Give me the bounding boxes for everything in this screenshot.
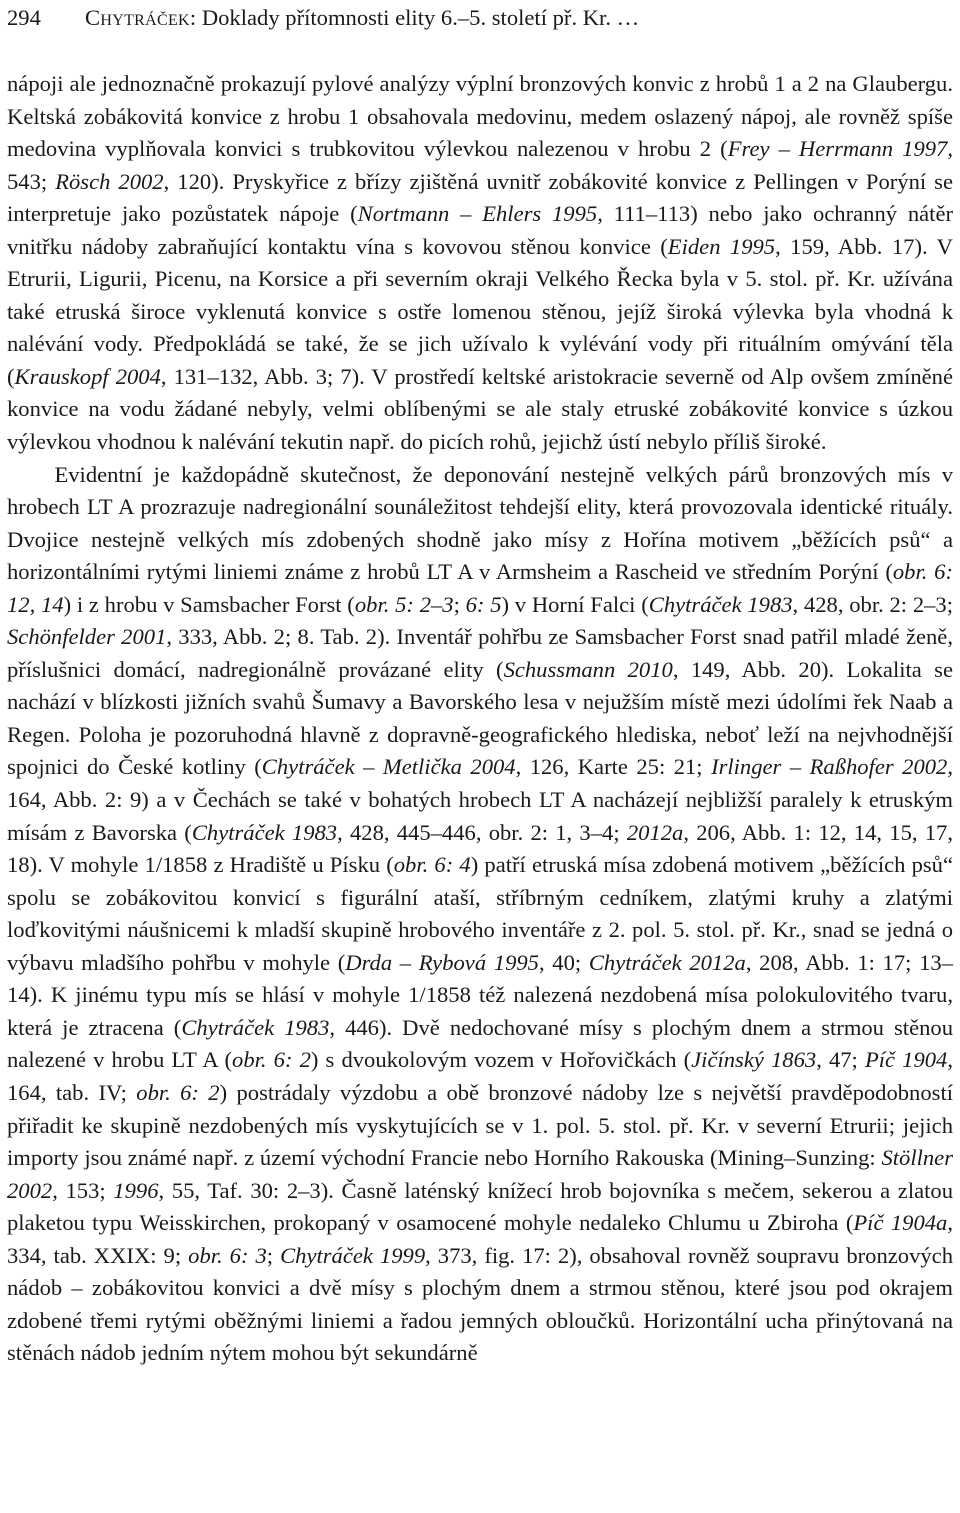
citation-text: Chytráček 1983 bbox=[181, 1014, 330, 1040]
body-text-run: ) postrádaly výzdobu a obě bronzové nádoby lze s největší pravděpodobností přiřadit ke skupině nezdobených mís vyskytujících se v 1. pol. 5. stol. př. Kr. v severní Etrurii; jejich importy jsou známé např. z území východní Francie nebo Horního Rakouska (Mining–Sunzing: bbox=[7, 1079, 953, 1171]
running-head-author: Chytráček bbox=[85, 5, 190, 30]
body-text-run: , 55, Taf. 30: 2–3). Časně laténský knížecí hrob bojovníka s mečem, sekerou a zlatou plaketou typu Weisskirchen, prokopaný v osamocené mohyle nedaleko Chlumu u Zbiroha ( bbox=[7, 1177, 953, 1236]
body-text-run: , 446). Dvě nedochované mísy s plochým dnem a strmou stěnou nalezené v hrobu LT A ( bbox=[7, 1014, 953, 1073]
citation-text: Píč 1904a bbox=[853, 1210, 948, 1236]
citation-text: Chytráček 1999 bbox=[280, 1242, 426, 1268]
body-text-run: , 153; bbox=[52, 1177, 114, 1203]
body-text bbox=[7, 68, 953, 1370]
citation-text: Eiden 1995 bbox=[667, 233, 776, 259]
citation-text: Chytráček 1983 bbox=[648, 591, 793, 617]
body-text-run: ) i z hrobu v Samsbacher Forst ( bbox=[63, 591, 355, 617]
body-text-run: , 428, obr. 2: 2–3; bbox=[792, 591, 954, 617]
citation-text: Rösch 2002 bbox=[55, 168, 164, 194]
body-text-run: , 131–132, Abb. 3; 7). V prostředí keltské aristokracie severně od Alp ovšem zmíněné konvice na vodu žádané nebyly, velmi oblíbenými se ale staly etruské zobákovité konvice s úzkou výlevkou vhodnou k nalévání tekutin např. do picích rohů, jejichž ústí nebylo příliš široké. bbox=[7, 363, 953, 455]
citation-text: Frey – Herrmann 1997 bbox=[727, 136, 948, 162]
body-text-run: , 120). Pryskyřice z břízy zjištěná uvnitř zobákovité konvice z Pellingen v Porýní se interpretuje jako pozůstatek nápoje ( bbox=[7, 168, 953, 227]
citation-text: Píč 1904 bbox=[864, 1047, 948, 1073]
citation-text: Jičínský 1863 bbox=[691, 1047, 817, 1073]
body-text-run: ) v Horní Falci ( bbox=[501, 591, 649, 617]
citation-text: obr. 6: 4 bbox=[393, 852, 471, 878]
body-text-run: , 333, Abb. 2; 8. Tab. 2). Inventář pohřbu ze Samsbacher Forst snad patřil mladé ženě, příslušnici domácí, nadregionálně provázané elity ( bbox=[7, 624, 953, 682]
citation-text: obr. 5: 2–3 bbox=[354, 591, 454, 617]
running-head-title bbox=[85, 2, 639, 35]
citation-text: Nortmann – Ehlers 1995 bbox=[357, 201, 598, 227]
running-header bbox=[7, 2, 953, 36]
citation-text: Chytráček 1983 bbox=[191, 819, 338, 845]
citation-text: obr. 6: 3 bbox=[188, 1242, 267, 1268]
body-text-run: , 164, tab. IV; bbox=[7, 1047, 954, 1105]
citation-text: Stöllner 2002 bbox=[7, 1145, 953, 1203]
body-text-run: ) patří etruská mísa zdobená motivem „běžících psů“ spolu se zobákovitou konvicí s figurální ataší, stříbrným cedníkem, zlatými kruhy a zlatými loďkovitými náušnicemi k mladší skupině hrobového inventáře z 2. pol. 5. stol. př. Kr., snad se jedná o výbavu mladšího pohřbu v mohyle ( bbox=[7, 852, 954, 975]
citation-text: Krauskopf 2004 bbox=[14, 363, 161, 389]
body-text-run: ; bbox=[266, 1242, 281, 1268]
body-text-run: , 111–113) nebo jako ochranný nátěr vnitřku nádoby zabraňující kontaktu vína s kovovou stěnou konvice ( bbox=[7, 201, 954, 259]
running-head-subtitle: : Doklady přítomnosti elity 6.–5. století př. Kr. … bbox=[189, 5, 640, 30]
body-text-run: , 543; bbox=[7, 136, 953, 194]
citation-text: Chytráček 2012a bbox=[588, 949, 746, 975]
citation-text: Schussmann 2010 bbox=[503, 656, 673, 682]
citation-text: Irlinger – Raßhofer 2002 bbox=[711, 754, 948, 780]
citation-text: obr. 6: 2 bbox=[232, 1047, 311, 1073]
citation-text: obr. 6: 2 bbox=[136, 1079, 220, 1105]
body-text-run: , 159, Abb. 17). V Etrurii, Ligurii, Picenu, na Korsice a při severním okraji Velkého Řecka byla v 5. stol. př. Kr. užívána také etruská široce vyklenutá konvice s ostře lomenou stěnou, jejíž široká výlevka byla vhodná k nalévání vody. Předpokládá se také, že se jich užívalo k vylévání vody při rituálním omývání těla ( bbox=[7, 233, 953, 389]
body-text-run: ) s dvoukolovým vozem v Hořovičkách ( bbox=[310, 1047, 692, 1073]
body-text-run: , 206, Abb. 1: 12, 14, 15, 17, 18). V mohyle 1/1858 z Hradiště u Písku ( bbox=[7, 819, 953, 878]
body-text-run: , 47; bbox=[816, 1047, 865, 1073]
body-text-run: ; bbox=[453, 591, 466, 617]
body-text-run: , 164, Abb. 2: 9) a v Čechách se také v bohatých hrobech LT A nacházejí nejbližší paralely k etruským mísám z Bavorska ( bbox=[7, 754, 953, 845]
body-text-run: , 126, Karte 25: 21; bbox=[515, 754, 712, 780]
body-text-run: , 373, fig. 17: 2), obsahoval rovněž soupravu bronzových nádob – zobákovitou konvici a dvě mísy s plochým dnem a strmou stěnou, které jsou pod okrajem zdobené třemi rytými oběžnými liniemi a řadou jemných obloučků. Horizontální ucha přinýtovaná na stěnách nádob jedním nýtem mohou být sekundárně bbox=[7, 1242, 953, 1366]
citation-text: Drda – Rybová 1995 bbox=[345, 949, 539, 975]
page-number: 294 bbox=[7, 5, 41, 30]
body-text-run: , 208, Abb. 1: 17; 13–14). K jinému typu mís se hlásí v mohyle 1/1858 též nalezená nezdobená mísa polokulovitého tvaru, která je ztracena ( bbox=[7, 949, 953, 1040]
citation-text: obr. 6: 12, 14 bbox=[7, 559, 953, 617]
body-text-run: Evidentní je každopádně skutečnost, že deponování nestejně velkých párů bronzových mís v hrobech LT A prozrazuje nadregionální sounáležitost tehdejší elity, která provozovala identické rituály. Dvojice nestejně velkých mís zdobených shodně jako mísy z Hořína motivem „běžících psů“ a horizontálními rytými liniemi známe z hrobů LT A v Armsheim a Rascheid ve středním Porýní ( bbox=[7, 461, 953, 585]
body-text-run: , 428, 445–446, obr. 2: 1, 3–4; bbox=[337, 819, 627, 845]
citation-text: Chytráček – Metlička 2004 bbox=[261, 754, 516, 780]
body-text-run: nápoji ale jednoznačně prokazují pylové analýzy výplní bronzových konvic z hrobů 1 a 2 na Glaubergu. Keltská zobákovitá konvice z hrobu 1 obsahovala medovinu, medem oslazený nápoj, ale rovněž spíše medovina vyplňovala konvici s trubkovitou výlevkou nalezenou v hrobu 2 ( bbox=[7, 71, 953, 162]
paragraph-1 bbox=[7, 68, 953, 459]
body-text-run: , 40; bbox=[538, 949, 589, 975]
citation-text: 2012a bbox=[626, 819, 684, 845]
body-text-run: , 334, tab. XXIX: 9; bbox=[7, 1210, 953, 1268]
paragraph-2 bbox=[7, 459, 953, 1370]
body-text-run: , 149, Abb. 20). Lokalita se nachází v blízkosti jižních svahů Šumavy a Bavorského lesa v nejužším místě mezi údolími řek Naab a Regen. Poloha je pozoruhodná hlavně z dopravně-geografického hlediska, neboť leží na nejvhodnější spojnici do České kotliny ( bbox=[7, 656, 953, 780]
citation-text: 6: 5 bbox=[465, 591, 502, 617]
citation-text: Schönfelder 2001 bbox=[7, 624, 167, 650]
citation-text: 1996 bbox=[113, 1177, 159, 1203]
